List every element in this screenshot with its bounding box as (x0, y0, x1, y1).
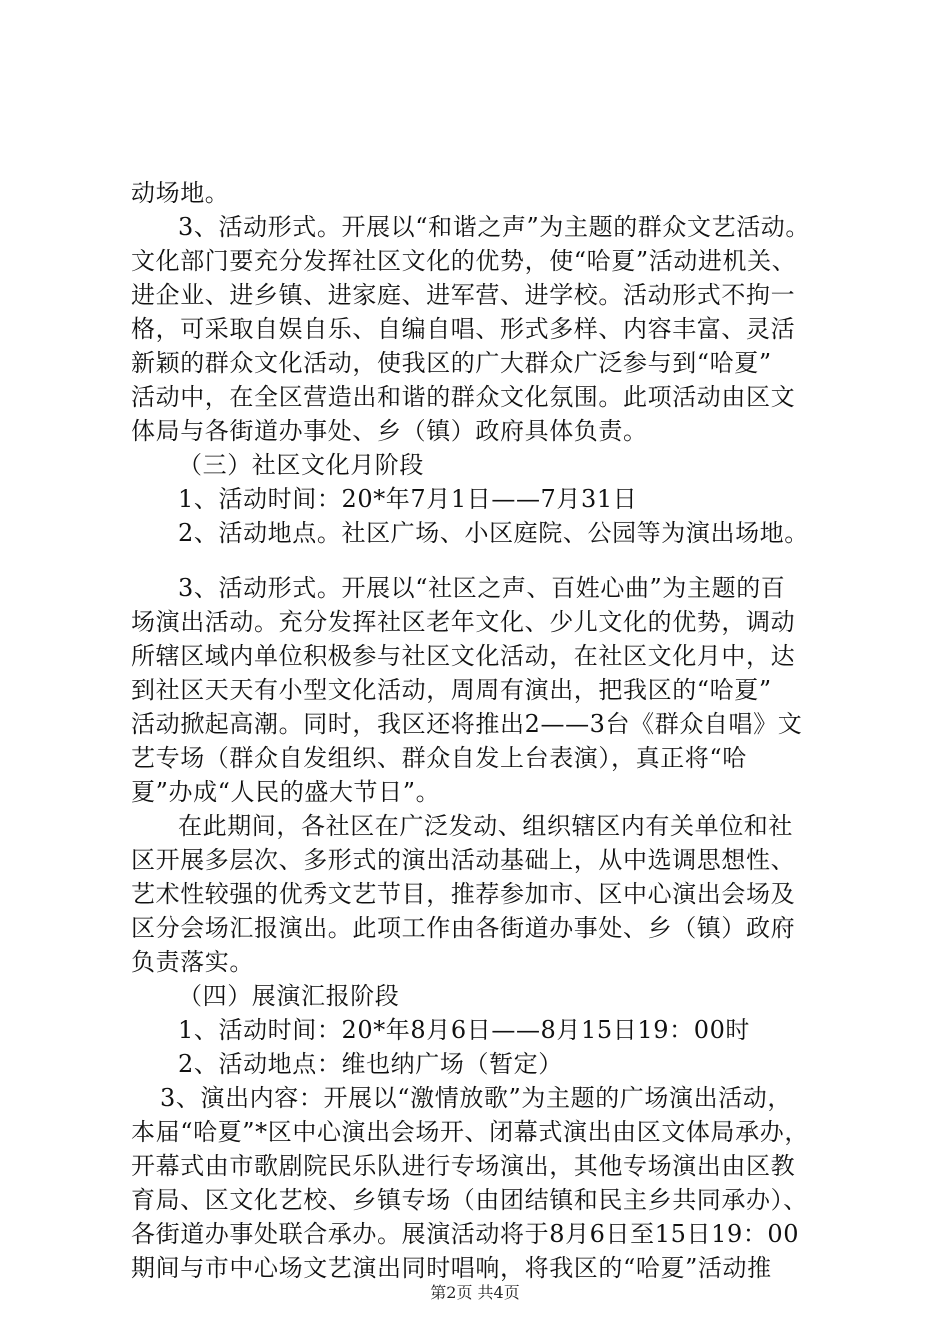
text-line: 在此期间，各社区在广泛发动、组织辖区内有关单位和社 (178, 812, 793, 840)
text-line: 文化部门要充分发挥社区文化的优势，使“哈夏”活动进机关、 (131, 247, 797, 275)
section-heading: （四）展演汇报阶段 (178, 982, 400, 1010)
text-line: 到社区天天有小型文化活动，周周有演出，把我区的“哈夏” (131, 676, 772, 704)
text-line: 动场地。 (131, 179, 230, 207)
text-line: 格，可采取自娱自乐、自编自唱、形式多样、内容丰富、灵活 (131, 315, 796, 343)
text-line: 艺专场（群众自发组织、群众自发上台表演），真正将“哈 (131, 744, 747, 772)
text-line: 负责落实。 (131, 948, 254, 976)
page-number-footer: 第2页 共4页 (430, 1283, 520, 1302)
text-line: 3、活动形式。开展以“社区之声、百姓心曲”为主题的百 (178, 574, 786, 602)
text-line: 新颖的群众文化活动，使我区的广大群众广泛参与到“哈夏” (131, 349, 772, 377)
text-line: 本届“哈夏”*区中心演出会场开、闭幕式演出由区文体局承办， (131, 1118, 809, 1146)
text-line: 区开展多层次、多形式的演出活动基础上，从中选调思想性、 (131, 846, 796, 874)
text-line: 活动掀起高潮。同时，我区还将推出2——3台《群众自唱》文 (131, 710, 803, 738)
text-line: 各街道办事处联合承办。展演活动将于8月6日至15日19：00 (131, 1220, 800, 1248)
text-line: 进企业、进乡镇、进家庭、进军营、进学校。活动形式不拘一 (131, 281, 796, 309)
section-heading: （三）社区文化月阶段 (178, 451, 424, 479)
text-line: 1、活动时间：20*年8月6日——8月15日19：00时 (178, 1016, 751, 1044)
text-line: 体局与各街道办事处、乡（镇）政府具体负责。 (131, 417, 648, 445)
text-line: 3、演出内容：开展以“激情放歌”为主题的广场演出活动， (160, 1084, 793, 1112)
text-line: 2、活动地点。社区广场、小区庭院、公园等为演出场地。 (178, 519, 809, 547)
text-line: 区分会场汇报演出。此项工作由各街道办事处、乡（镇）政府 (131, 914, 796, 942)
text-line: 1、活动时间：20*年7月1日——7月31日 (178, 485, 638, 513)
text-line: 开幕式由市歌剧院民乐队进行专场演出，其他专场演出由区教 (131, 1152, 796, 1180)
text-line: 所辖区域内单位积极参与社区文化活动，在社区文化月中，达 (131, 642, 796, 670)
text-line: 3、活动形式。开展以“和谐之声”为主题的群众文艺活动。 (178, 213, 811, 241)
text-line: 场演出活动。充分发挥社区老年文化、少儿文化的优势，调动 (131, 608, 796, 636)
text-line: 夏”办成“人民的盛大节日”。 (131, 778, 441, 806)
text-line: 2、活动地点：维也纳广场（暂定） (178, 1050, 563, 1078)
text-line: 期间与市中心场文艺演出同时唱响，将我区的“哈夏”活动推 (131, 1254, 772, 1282)
text-line: 艺术性较强的优秀文艺节目，推荐参加市、区中心演出会场及 (131, 880, 796, 908)
text-line: 活动中，在全区营造出和谐的群众文化氛围。此项活动由区文 (131, 383, 796, 411)
text-line: 育局、区文化艺校、乡镇专场（由团结镇和民主乡共同承办）、 (131, 1186, 808, 1214)
